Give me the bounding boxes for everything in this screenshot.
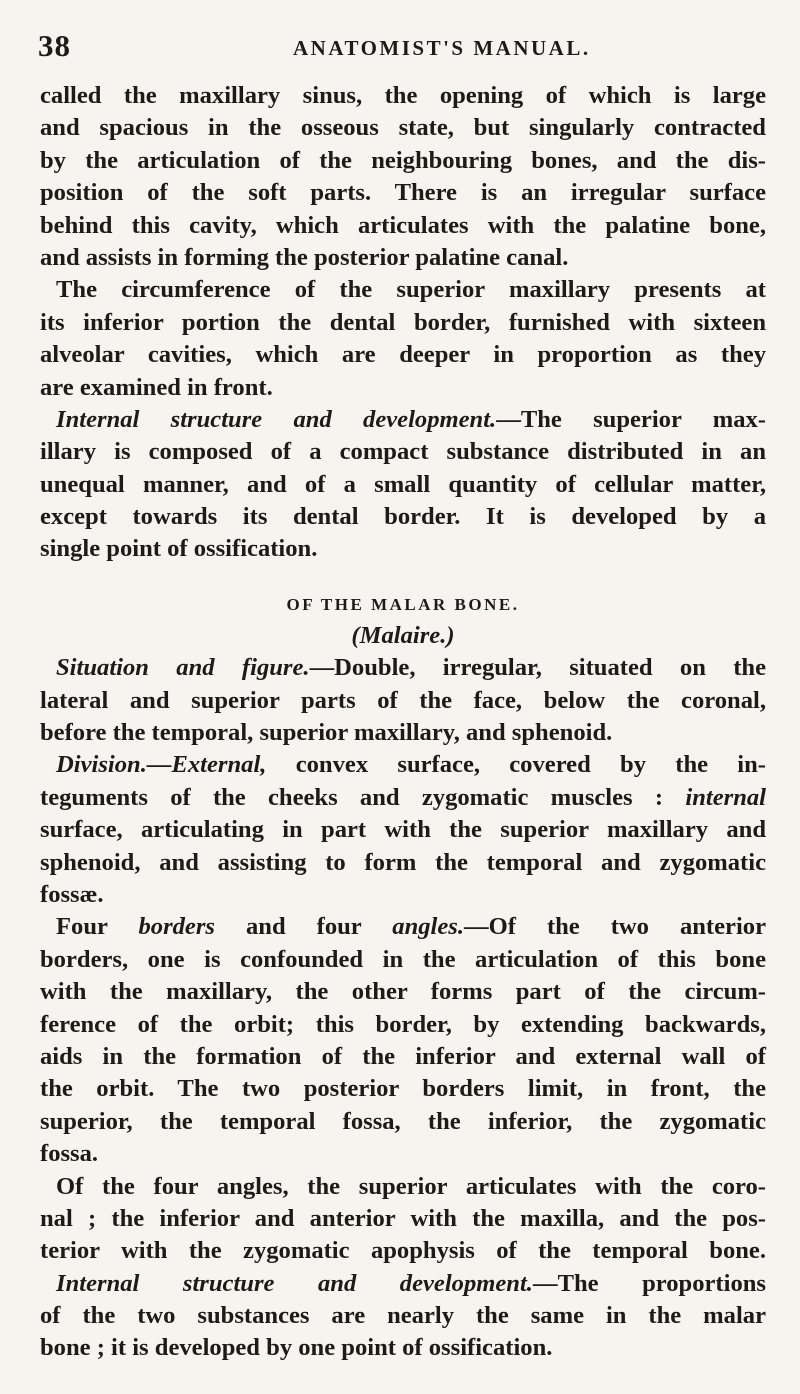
text-line <box>40 1268 766 1300</box>
text-run: lateral and superior parts of the face, below the coronal, <box>40 686 766 714</box>
text-block-malar <box>40 652 766 1365</box>
italic-run: Situation and figure. <box>56 654 310 682</box>
text-line <box>40 1300 766 1332</box>
text-line <box>40 1171 766 1203</box>
text-run: by the articulation of the neighbouring bones, and the dis- <box>40 146 766 174</box>
page-number: 38 <box>38 28 71 63</box>
text-run: alveolar cavities, which are deeper in proportion as they <box>40 341 766 369</box>
text-line <box>40 177 766 209</box>
running-head: ANATOMIST'S MANUAL. <box>293 36 591 60</box>
text-run: called the maxillary sinus, the opening of which is large <box>40 82 766 109</box>
text-line <box>40 782 766 814</box>
text-block-maxillary <box>40 80 766 566</box>
text-line <box>40 469 766 501</box>
text-line <box>40 1138 766 1170</box>
text-run: unequal manner, and of a small quantity of cellular matter, <box>40 470 766 498</box>
text-run: terior with the zygomatic apophysis of the temporal bone. <box>40 1237 766 1265</box>
text-run: aids in the formation of the inferior and external wall of <box>40 1042 766 1070</box>
text-run: ference of the orbit; this border, by extending backwards, <box>40 1010 766 1038</box>
text-run: Four <box>56 913 139 941</box>
text-run: its inferior portion the dental border, furnished with sixteen <box>40 308 766 336</box>
text-run: and assists in forming the posterior palatine canal. <box>40 243 569 271</box>
text-run: except towards its dental border. It is developed by a <box>40 503 766 531</box>
text-line <box>40 944 766 976</box>
text-line <box>40 1332 766 1364</box>
text-line <box>40 1106 766 1138</box>
text-run: —Double, irregular, situated on the <box>309 654 766 682</box>
text-run: illary is composed of a compact substance distributed in an <box>40 438 766 466</box>
text-run: and spacious in the osseous state, but singularly contracted <box>40 114 766 142</box>
text-line <box>40 685 766 717</box>
text-line <box>40 112 766 144</box>
text-run: borders, one is confounded in the articulation of this bone <box>40 945 766 973</box>
text-line <box>40 501 766 533</box>
text-run: and four <box>215 913 393 941</box>
text-run: fossa. <box>40 1140 99 1168</box>
text-run: sphenoid, and assisting to form the temporal and zygomatic <box>40 848 766 876</box>
italic-run: borders <box>138 913 215 941</box>
text-line <box>40 1203 766 1235</box>
text-line <box>40 717 766 749</box>
text-line <box>40 210 766 242</box>
italic-run: Internal structure and development. <box>56 1269 533 1297</box>
text-run: of the two substances are nearly the same in the malar <box>40 1302 766 1330</box>
text-line <box>40 814 766 846</box>
text-line <box>40 274 766 306</box>
italic-run: Division.—External, <box>56 751 267 779</box>
text-line <box>40 372 766 404</box>
text-line <box>40 339 766 371</box>
text-line <box>40 1041 766 1073</box>
text-run: position of the soft parts. There is an irregular surface <box>40 179 766 207</box>
text-run: —The proportions <box>532 1269 766 1297</box>
text-run: with the maxillary, the other forms part of the circum- <box>40 978 766 1006</box>
section-subheading: (Malaire.) <box>351 621 455 649</box>
text-run: the orbit. The two posterior borders limit, in front, the <box>40 1075 766 1103</box>
text-run: nal ; the inferior and anterior with the maxilla, and the pos- <box>40 1204 766 1232</box>
section-gap <box>40 566 766 588</box>
text-line <box>40 1009 766 1041</box>
text-run: before the temporal, superior maxillary, and sphenoid. <box>40 719 613 747</box>
text-line <box>40 976 766 1008</box>
text-line <box>40 404 766 436</box>
text-run: teguments of the cheeks and zygomatic muscles : <box>40 783 686 811</box>
text-run: are examined in front. <box>40 373 273 401</box>
text-line <box>40 242 766 274</box>
text-line <box>40 911 766 943</box>
italic-run: internal <box>685 783 766 811</box>
text-line <box>40 749 766 781</box>
text-run: superior, the temporal fossa, the inferior, the zygomatic <box>40 1107 766 1135</box>
text-line <box>40 1235 766 1267</box>
text-line <box>40 80 766 112</box>
text-line <box>40 436 766 468</box>
section-heading: OF THE MALAR BONE. <box>286 594 520 614</box>
text-run: surface, articulating in part with the superior maxillary and <box>40 816 766 844</box>
text-run: —Of the two anterior <box>464 913 767 941</box>
text-line <box>40 533 766 565</box>
text-line <box>40 145 766 177</box>
italic-run: Internal structure and development. <box>56 405 497 433</box>
text-line <box>40 307 766 339</box>
italic-run: angles. <box>392 913 465 941</box>
text-run: behind this cavity, which articulates with the palatine bone, <box>40 211 766 239</box>
text-run: convex surface, covered by the in- <box>266 751 766 779</box>
text-run: fossæ. <box>40 880 104 908</box>
page-body <box>40 80 766 1365</box>
text-run: single point of ossification. <box>40 535 318 563</box>
text-run: —The superior max- <box>496 405 766 433</box>
text-line <box>40 652 766 684</box>
text-line <box>40 1073 766 1105</box>
page-header <box>38 28 764 68</box>
text-run: The circumference of the superior maxillary presents at <box>56 276 766 304</box>
text-line <box>40 879 766 911</box>
text-run: Of the four angles, the superior articulates with the coro- <box>56 1172 766 1200</box>
text-line <box>40 847 766 879</box>
text-run: bone ; it is developed by one point of ossification. <box>40 1334 553 1362</box>
